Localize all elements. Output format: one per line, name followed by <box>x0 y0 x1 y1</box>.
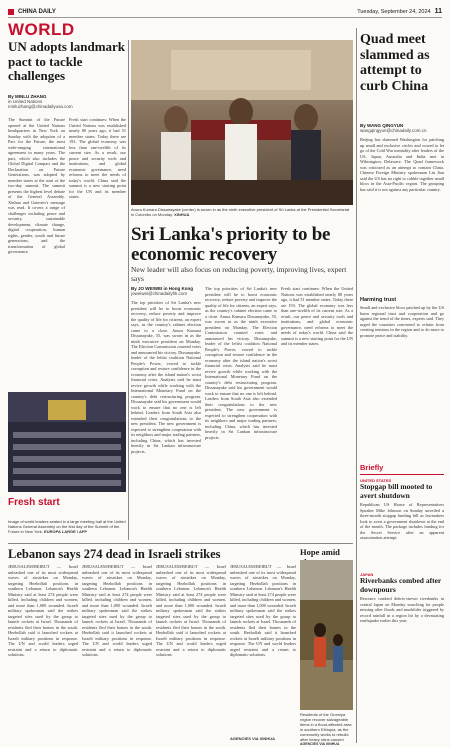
sri-body-col2: The top priorities of Sri Lanka's new president will be to boost economic recovery, reduce poverty and improve the quality of life for citizens, an expert says, as the country's cabinet election came to a close. Anura Kumara Dissanayake, 55, was sworn in as the ninth executive president on Monday. The Election Commission counted votes and announced his victory. Dissanayake, leader of the leftist coalition National People's Power, vowed to tackle corruption and restore confidence in the economy after the island nation's worst financial crisis. Analysts said he must revive growth while working with the International Monetary Fund on the country's debt restructuring program. Dissanayake said his government would work to ensure that no one is left behind. Leaders from South Asia also extended their congratulations to the new president. The new government is expected to strengthen cooperation with its neighbors and major trading partners, including China, which has invested heavily in Sri Lankan infrastructure projects. <box>205 286 277 440</box>
ceremony-photo-image <box>131 40 353 205</box>
brief-1-body: Republican US House of Representatives Speaker Mike Johnson on Sunday unveiled a three-month stopgap funding bill as lawmakers look to avert a government shutdown at the end of the month. The package includes funding for the Secret Service after an apparent assassination attempt. <box>360 502 444 540</box>
un-email: minluzhang@chinadailyusa.com <box>8 104 73 109</box>
un-body-col1: The Summit of the Future opened at the United Nations headquarters in New York on Sunday with the adoption of a Pact for the Future, the most wide-ranging international agreement in many years. The pact, which also includes the Global Digital Compact and the Declaration on Future Generations, was adopted by member states at the start of the two-day summit. The summit presents the highest level debate of the General Assembly. Xinhua and Guterres's message was read. It covers a range of challenges including peace and security, sustainable development, climate change, digital cooperation, human rights, gender, youth and future generations, and the transformation of global governance. <box>8 117 65 254</box>
quad-byline <box>360 123 444 133</box>
hope-headline: Hope amid <box>300 547 340 557</box>
un-photo <box>8 392 126 492</box>
section-title: WORLD <box>8 20 75 39</box>
publication-name: CHINA DAILY <box>18 8 56 15</box>
lebanon-body-col4: JERUSALEM/BEIRUT — Israel unleashed one of its most widespread waves of airstrikes on Monday, targeting Hezbollah positions in southern Lebanon. Lebanon's Health Ministry said at least 274 people were killed, including children and women, and more than 1,000 wounded. Israeli military spokesman said the strikes targeted sites used by the group to launch rockets at Israel. Thousands of residents fled their homes in the south. Hezbollah said it launched rockets at Israeli military positions in response. The UN and world leaders urged restraint and a return to diplomatic solutions. <box>230 564 296 657</box>
brief-item-1 <box>360 478 444 562</box>
brief-item-2 <box>360 572 444 716</box>
masthead <box>8 6 442 18</box>
flood-scene-image <box>300 560 353 710</box>
main-photo-caption <box>131 207 353 217</box>
brief-1-headline: Stopgap bill mooted to avert shutdown <box>360 482 433 500</box>
logo-square-icon <box>8 9 14 15</box>
sri-body-col1: The top priorities of Sri Lanka's new president will be to boost economic recovery, reduce poverty and improve the quality of life for citizens, an expert says, as the country's cabinet election came to a close. Anura Kumara Dissanayake, 55, was sworn in as the ninth executive president on Monday. The Election Commission counted votes and announced his victory. Dissanayake, leader of the leftist coalition National People's Power, vowed to tackle corruption and restore confidence in the economy after the island nation's worst financial crisis. Analysts said he must revive growth while working with the International Monetary Fund on the country's debt restructuring program. Dissanayake said his government would work to ensure that no one is left behind. Leaders from South Asia also extended their congratulations to the new president. The new government is expected to strengthen cooperation with its neighbors and major trading partners, including China, which has invested heavily in Sri Lankan infrastructure projects. <box>131 300 201 454</box>
brief-2-headline: Riverbanks combed after downpours <box>360 576 442 594</box>
fresh-start-label: Fresh start <box>8 497 60 508</box>
hope-caption-text: Residents of the Oromiya region recover salvageable items in a flood-affected area in southern Ethiopia, as the community works to rebuild after heavy rains caused <box>300 712 352 742</box>
quad-subhead: Harming trust <box>360 297 397 303</box>
issue-date: Tuesday, September 24, 2024 <box>357 8 431 15</box>
hope-photo <box>300 560 353 710</box>
quad-headline: Quad meet slammed as attempt to curb China <box>360 32 430 94</box>
sri-lanka-byline <box>131 286 201 296</box>
brief-2-kicker: JAPAN <box>360 572 374 577</box>
main-photo <box>131 40 353 205</box>
brief-2-body: Rescuers combed debris-strewn riverbanks in central Japan on Monday searching for people missing after floods and mudslides triggered by record rainfall in a region hit by a devastating earthquake earlier this year. <box>360 596 444 623</box>
assembly-hall-image <box>8 392 126 492</box>
un-byline <box>8 94 126 109</box>
lower-rule <box>8 543 353 544</box>
lebanon-body-col3: JERUSALEM/BEIRUT — Israel unleashed one of its most widespread waves of airstrikes on Monday, targeting Hezbollah positions in southern Lebanon. Lebanon's Health Ministry said at least 274 people were killed, including children and women, and more than 1,000 wounded. Israeli military spokesman said the strikes targeted sites used by the group to launch rockets at Israel. Thousands of residents fled their homes in the south. Hezbollah said it launched rockets at Israeli military positions in response. The UN and world leaders urged restraint and a return to diplomatic solutions. <box>156 564 226 657</box>
sri-lanka-headline: Sri Lanka's priority to be economic recovery <box>131 224 331 265</box>
quad-email: wangqingyun@chinadaily.com.cn <box>360 128 427 133</box>
quad-author: By WANG QINGYUN <box>360 123 404 128</box>
un-caption-text: Image of world leaders seated in a large meeting hall at the United Nations General Assembly on the first day of the Summit of the Future in New York. <box>8 519 126 534</box>
un-photo-caption <box>8 519 126 534</box>
column-divider-right <box>356 28 357 743</box>
sri-lanka-deck: New leader will also focus on reducing poverty, improving lives, expert says <box>131 265 347 283</box>
hope-caption <box>300 712 353 742</box>
sri-body-col3: Fresh start continues: When the United Nations was established nearly 80 years ago, it had 51 member states. Today there are 193. The global economy was less than one-twelfth of its current size. As a result, our peace and security tools and institutions, and global economic governance, need reforms to meet the needs of today's world. China said the summit is a new starting point for the UN and its member states. <box>281 286 353 346</box>
sri-email: joweiwei@chinadailyhk.com <box>131 291 188 296</box>
lebanon-body-col1: JERUSALEM/BEIRUT — Israel unleashed one of its most widespread waves of airstrikes on Monday, targeting Hezbollah positions in southern Lebanon. Lebanon's Health Ministry said at least 274 people were killed, including children and women, and more than 1,000 wounded. Israeli military spokesman said the strikes targeted sites used by the group to launch rockets at Israel. Thousands of residents fled their homes in the south. Hezbollah said it launched rockets at Israeli military positions in response. The UN and world leaders urged restraint and a return to diplomatic solutions. <box>8 564 78 657</box>
lebanon-headline: Lebanon says 274 dead in Israeli strikes <box>8 547 221 561</box>
main-caption-credit: XINHUA <box>174 212 190 217</box>
un-body-col2: Fresh start continues: When the United Nations was established nearly 80 years ago, it had 51 member states. Today there are 193. The global economy was less than one-twelfth of its current size. As a result, our peace and security tools and institutions, and global economic governance, need reforms to meet the needs of today's world. China said the summit is a new starting point for the UN and its member states. <box>69 117 126 199</box>
un-author: By MINLU ZHANG <box>8 94 47 99</box>
un-caption-credit: EUROPA LARGE / AFP <box>44 529 87 534</box>
page-number: 11 <box>434 8 442 15</box>
un-location: in United Nations <box>8 99 43 104</box>
hope-credit: AGENCIES VIA XINHUA <box>300 742 340 746</box>
un-headline: UN adopts landmark pact to tackle challenges <box>8 39 126 83</box>
briefly-title: Briefly <box>360 463 384 472</box>
quad-body2: Small and exclusive blocs patched up by the US harm regional trust and cooperation and go against the trend of the times, experts said. They urged the countries concerned to refrain from creating tensions in the region and to do more to promote peace and stability. <box>360 305 444 338</box>
quad-body: Beijing has slammed Washington for patching up small and exclusive circles and vowed to let go of the Cold War mentality after leaders of the US, Japan, Australia and India met in Wilmington, Delaware. The Quad framework was criticized as an attempt to contain China. Chinese Foreign Ministry spokesman Lin Jian said the US has no right to cobble together small blocs in the Asia-Pacific region. The grouping has said it is not against any particular country. <box>360 137 444 192</box>
brief-1-kicker: UNITED STATES <box>360 478 392 483</box>
sri-author: By JO WEIWEI in Hong Kong <box>131 286 193 291</box>
lebanon-credit: AGENCIES VIA XINHUA <box>230 736 275 741</box>
main-caption-text: Anura Kumara Dissanayake (center) is sworn in as the ninth executive president of Sri Lanka at the Presidential Secretariat in Colombo on Monday. <box>131 207 350 217</box>
lebanon-body-col2: JERUSALEM/BEIRUT — Israel unleashed one of its most widespread waves of airstrikes on Monday, targeting Hezbollah positions in southern Lebanon. Lebanon's Health Ministry said at least 274 people were killed, including children and women, and more than 1,000 wounded. Israeli military spokesman said the strikes targeted sites used by the group to launch rockets at Israel. Thousands of residents fled their homes in the south. Hezbollah said it launched rockets at Israeli military positions in response. The UN and world leaders urged restraint and a return to diplomatic solutions. <box>82 564 152 657</box>
column-divider <box>128 40 129 540</box>
briefly-rule <box>360 474 444 475</box>
